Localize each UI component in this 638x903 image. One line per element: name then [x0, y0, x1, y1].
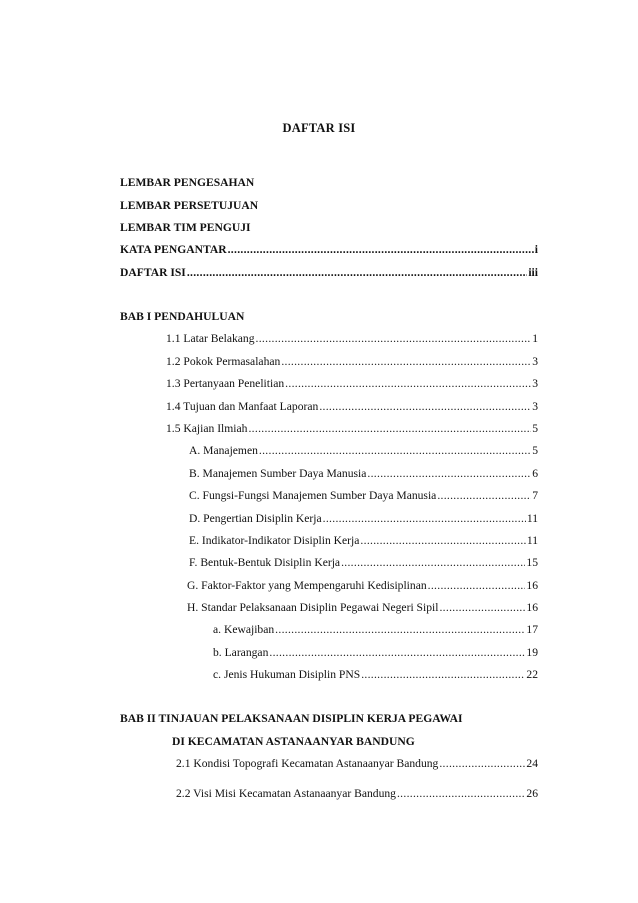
toc-page-number: 11 — [526, 534, 538, 547]
toc-page-number: 5 — [532, 444, 538, 457]
toc-entry — [187, 578, 538, 593]
toc-leader-dots — [248, 421, 531, 436]
toc-entry-label: c. Jenis Hukuman Disiplin PNS — [213, 668, 361, 681]
page-title: DAFTAR ISI — [282, 121, 356, 135]
toc-page-number: 1 — [532, 332, 538, 345]
toc-entry — [189, 555, 538, 570]
toc-entry — [176, 786, 538, 801]
toc-page-number: iii — [528, 266, 538, 279]
toc-entry — [187, 600, 538, 615]
toc-leader-dots — [285, 376, 531, 391]
toc-leader-dots — [397, 786, 525, 801]
toc-page-number: 24 — [526, 757, 538, 770]
toc-leader-dots — [437, 488, 531, 503]
toc-entry — [189, 466, 538, 481]
toc-leader-dots — [187, 265, 528, 280]
toc-leader-dots — [281, 354, 531, 369]
toc-page-number: 5 — [532, 422, 538, 435]
toc-page-number: 22 — [526, 668, 538, 681]
toc-entry-label: E. Indikator-Indikator Disiplin Kerja — [189, 534, 360, 547]
toc-leader-dots — [256, 331, 532, 346]
toc-entry — [213, 622, 538, 637]
toc-leader-dots — [428, 578, 526, 593]
toc-entry — [213, 667, 538, 682]
toc-entry-label: G. Faktor-Faktor yang Mempengaruhi Kedisiplinan — [187, 579, 427, 592]
toc-page-number: 6 — [532, 467, 538, 480]
toc-entry — [176, 756, 538, 771]
toc-leader-dots — [439, 756, 525, 771]
toc-entry-label: 1.2 Pokok Permasalahan — [166, 355, 281, 368]
toc-entry — [166, 399, 538, 414]
toc-page-number: 16 — [526, 579, 538, 592]
toc-entry — [166, 376, 538, 391]
toc-entry-lembar-pengesahan: LEMBAR PENGESAHAN — [120, 176, 255, 189]
toc-entry-label: C. Fungsi-Fungsi Manajemen Sumber Daya Manusia — [189, 489, 437, 502]
toc-entry — [189, 533, 538, 548]
toc-leader-dots — [361, 667, 525, 682]
toc-page-number: 26 — [526, 787, 538, 800]
toc-entry-lembar-tim-penguji: LEMBAR TIM PENGUJI — [120, 221, 251, 234]
toc-entry-label: 2.1 Kondisi Topografi Kecamatan Astanaanyar Bandung — [176, 757, 439, 770]
toc-entry-label: a. Kewajiban — [213, 623, 275, 636]
toc-entry — [166, 354, 538, 369]
toc-entry — [213, 645, 538, 660]
toc-entry-label: F. Bentuk-Bentuk Disiplin Kerja — [189, 556, 341, 569]
toc-page-number: 3 — [532, 377, 538, 390]
toc-entry-label: B. Manajemen Sumber Daya Manusia — [189, 467, 367, 480]
toc-entry-label: 1.3 Pertanyaan Penelitian — [166, 377, 285, 390]
toc-leader-dots — [319, 399, 531, 414]
toc-entry-kata-pengantar — [120, 242, 538, 257]
toc-entry-label: DAFTAR ISI — [120, 266, 186, 279]
bab2-heading-line2: DI KECAMATAN ASTANAANYAR BANDUNG — [172, 735, 415, 748]
toc-entry-daftar-isi — [120, 265, 538, 280]
toc-page-number: 3 — [532, 400, 538, 413]
toc-leader-dots — [367, 466, 531, 481]
toc-entry-label: 1.5 Kajian Ilmiah — [166, 422, 248, 435]
toc-entry-label: b. Larangan — [213, 646, 269, 659]
toc-leader-dots — [360, 533, 525, 548]
toc-leader-dots — [269, 645, 525, 660]
toc-entry-lembar-persetujuan: LEMBAR PERSETUJUAN — [120, 199, 259, 212]
toc-entry-label: 1.4 Tujuan dan Manfaat Laporan — [166, 400, 319, 413]
toc-leader-dots — [323, 511, 526, 526]
toc-entry — [189, 488, 538, 503]
bab1-heading: BAB I PENDAHULUAN — [120, 310, 245, 323]
toc-entry-label: A. Manajemen — [189, 444, 258, 457]
toc-entry-label: KATA PENGANTAR — [120, 243, 227, 256]
toc-leader-dots — [439, 600, 525, 615]
toc-leader-dots — [275, 622, 525, 637]
toc-entry — [189, 511, 538, 526]
toc-leader-dots — [228, 242, 534, 257]
toc-page-number: 3 — [532, 355, 538, 368]
toc-leader-dots — [259, 443, 531, 458]
toc-page-number: 17 — [526, 623, 538, 636]
toc-entry-label: H. Standar Pelaksanaan Disiplin Pegawai Negeri Sipil — [187, 601, 439, 614]
toc-entry-label: D. Pengertian Disiplin Kerja — [189, 512, 322, 525]
toc-entry — [189, 443, 538, 458]
toc-page-number: 15 — [526, 556, 538, 569]
toc-entry-label: 2.2 Visi Misi Kecamatan Astanaanyar Bandung — [176, 787, 396, 800]
toc-entry-label: 1.1 Latar Belakang — [166, 332, 255, 345]
toc-page-number: 11 — [526, 512, 538, 525]
toc-leader-dots — [341, 555, 525, 570]
toc-entry — [166, 331, 538, 346]
toc-page-number: i — [534, 243, 538, 256]
toc-page-number: 7 — [532, 489, 538, 502]
toc-entry — [166, 421, 538, 436]
toc-page-number: 19 — [526, 646, 538, 659]
bab2-heading-line1: BAB II TINJAUAN PELAKSANAAN DISIPLIN KERJA PEGAWAI — [120, 712, 463, 725]
toc-page-number: 16 — [526, 601, 538, 614]
